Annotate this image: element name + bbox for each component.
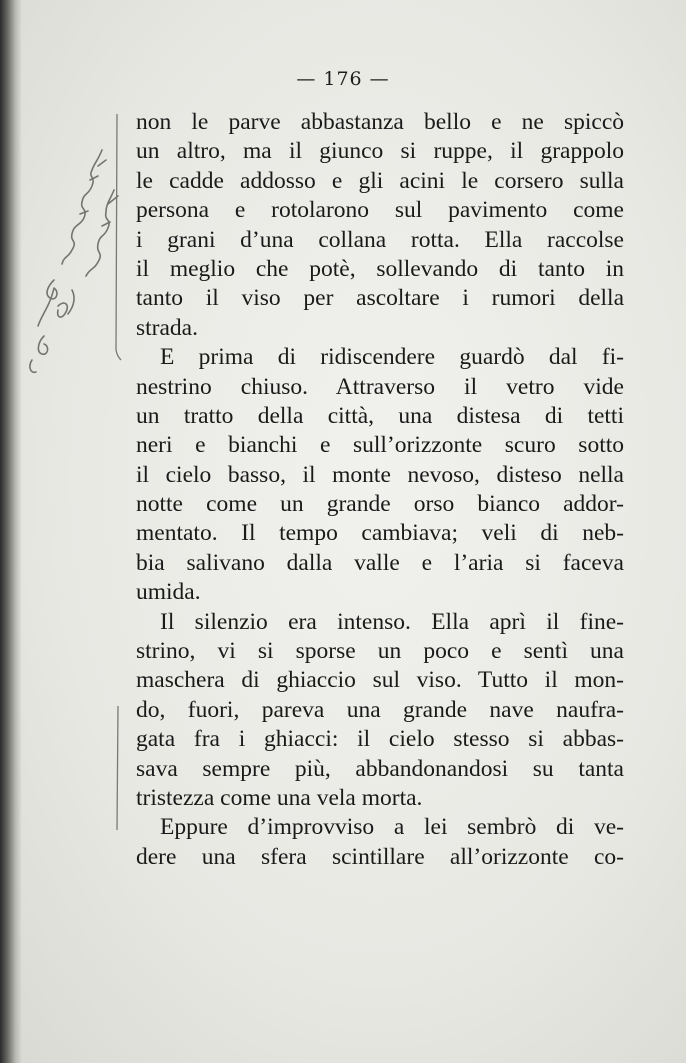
text-line: non le parve abbastanza bello e ne spiccò [136,109,624,135]
text-line: dere una sfera scintillare all’orizzonte co- [136,843,624,870]
text-line: il cielo basso, il monte nevoso, disteso nella [136,461,624,488]
page-text [136,108,624,872]
margin-line-top [112,112,122,362]
paragraph-start-line: Eppure d’improvviso a lei sembrò di ve- [160,814,624,841]
text-line: umida. [136,579,201,606]
text-line: maschera di ghiaccio sul viso. Tutto il mon- [136,667,624,694]
margin-line-bottom [112,704,122,834]
text-line: nestrino chiuso. Attraverso il vetro vide [136,373,624,400]
paragraph-start-line: E prima di ridiscendere guardò dal fi- [160,344,624,371]
text-line: le cadde addosso e gli acini le corsero sulla [136,167,624,194]
text-line: tristezza come una vela morta. [136,784,423,811]
text-line: i grani d’una collana rotta. Ella raccolse [136,226,624,253]
text-line: sava sempre più, abbandonandosi su tanta [136,755,624,782]
paragraph-start-line: Il silenzio era intenso. Ella aprì il fine- [160,608,624,635]
text-line: do, fuori, pareva una grande nave naufra- [136,696,624,723]
text-line: un altro, ma il giunco si ruppe, il grappolo [136,138,624,165]
text-line: strada. [136,314,198,341]
text-line: gata fra i ghiacci: il cielo stesso si abbas- [136,726,624,753]
text-line: tanto il viso per ascoltare i rumori della [136,285,624,312]
text-line: mentato. Il tempo cambiava; veli di neb- [136,520,624,547]
page-number: — 176 — [296,68,390,90]
text-line: un tratto della città, una distesa di tetti [136,402,624,429]
text-line: neri e bianchi e sull’orizzonte scuro sotto [136,432,624,459]
text-line: strino, vi si sporse un poco e sentì una [136,638,624,665]
text-line: il meglio che potè, sollevando di tanto in [136,255,624,282]
text-line: notte come un grande orso bianco addor- [136,491,624,518]
text-line: bia salivano dalla valle e l’aria si faceva [136,549,624,576]
text-line: persona e rotolarono sul pavimento come [136,197,624,224]
